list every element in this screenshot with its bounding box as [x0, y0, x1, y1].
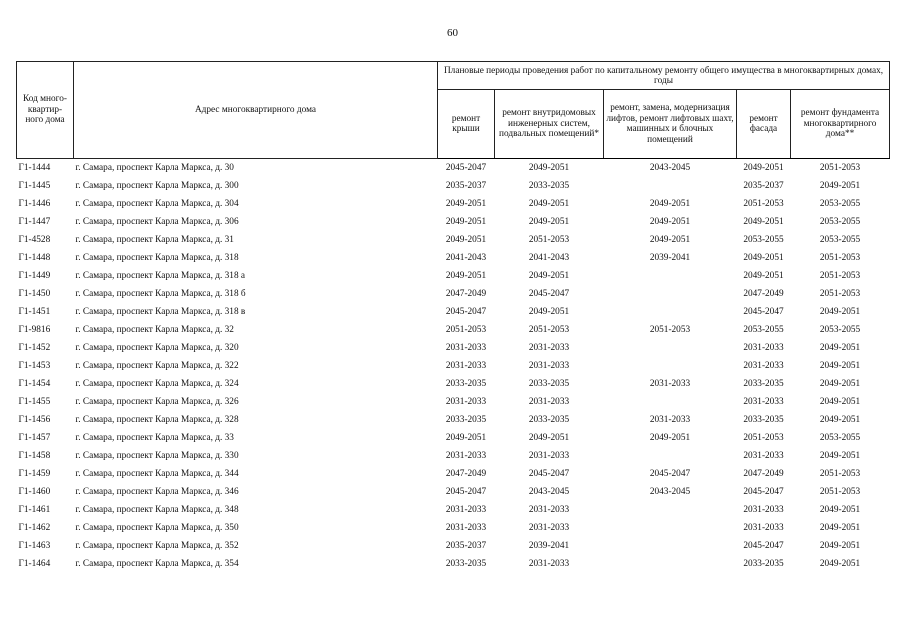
cell-lifts: [604, 267, 737, 285]
cell-code: Г1-1445: [18, 180, 51, 191]
cell-systems: 2031-2033: [528, 504, 570, 515]
cell-code: Г1-1453: [18, 360, 51, 371]
cell-facade: 2051-2053: [743, 198, 784, 209]
cell-code: Г1-1455: [18, 396, 51, 407]
cell-facade: 2045-2047: [743, 486, 784, 497]
cell-lifts: 2049-2051: [649, 198, 691, 209]
cell-facade: 2031-2033: [743, 450, 784, 461]
cell-roof: 2035-2037: [445, 180, 487, 191]
table-row: [17, 321, 890, 339]
cell-foundation: 2049-2051: [819, 306, 861, 317]
cell-code: Г1-1462: [18, 522, 51, 533]
table-row: [17, 357, 890, 375]
cell-facade: 2051-2053: [743, 432, 784, 443]
cell-lifts: [604, 357, 737, 375]
cell-foundation: 2051-2053: [819, 162, 861, 173]
cell-foundation: 2049-2051: [819, 360, 861, 371]
cell-facade: 2033-2035: [743, 378, 784, 389]
cell-code: Г1-1448: [18, 252, 51, 263]
header-address: Адрес многоквартирного дома: [74, 62, 438, 159]
cell-facade: 2031-2033: [743, 396, 784, 407]
cell-facade: 2047-2049: [743, 288, 784, 299]
cell-systems: 2051-2053: [528, 234, 570, 245]
cell-systems: 2049-2051: [528, 432, 570, 443]
cell-foundation: 2053-2055: [819, 324, 861, 335]
cell-code: Г1-1447: [18, 216, 51, 227]
cell-code: Г1-1463: [18, 540, 51, 551]
table-row: [17, 429, 890, 447]
cell-lifts: 2049-2051: [649, 432, 691, 443]
header-systems: ремонт внутридомовых инженерных систем, подвальных помещений*: [495, 90, 604, 159]
cell-code: Г1-1456: [18, 414, 51, 425]
cell-facade: 2049-2051: [743, 252, 784, 263]
cell-lifts: [604, 519, 737, 537]
cell-roof: 2049-2051: [445, 270, 487, 281]
cell-foundation: 2053-2055: [819, 234, 861, 245]
cell-foundation: 2053-2055: [819, 432, 861, 443]
cell-systems: 2039-2041: [528, 540, 570, 551]
cell-lifts: [604, 447, 737, 465]
cell-lifts: 2049-2051: [649, 234, 691, 245]
cell-foundation: 2049-2051: [819, 414, 861, 425]
cell-foundation: 2053-2055: [819, 198, 861, 209]
cell-roof: 2031-2033: [445, 342, 487, 353]
cell-lifts: 2039-2041: [649, 252, 691, 263]
table-row: [17, 249, 890, 267]
table-row: [17, 375, 890, 393]
capital-repair-table: [16, 61, 890, 573]
cell-facade: 2033-2035: [743, 558, 784, 569]
table-row: [17, 393, 890, 411]
cell-systems: 2033-2035: [528, 180, 570, 191]
cell-roof: 2031-2033: [445, 522, 487, 533]
cell-systems: 2031-2033: [528, 558, 570, 569]
cell-roof: 2031-2033: [445, 504, 487, 515]
cell-roof: 2035-2037: [445, 540, 487, 551]
cell-systems: 2051-2053: [528, 324, 570, 335]
cell-code: Г1-1454: [18, 378, 51, 389]
cell-code: Г1-1458: [18, 450, 51, 461]
cell-lifts: 2045-2047: [649, 468, 691, 479]
cell-systems: 2031-2033: [528, 360, 570, 371]
cell-address: г. Самара, проспект Карла Маркса, д. 318 б: [75, 288, 246, 299]
cell-address: г. Самара, проспект Карла Маркса, д. 32: [75, 324, 234, 335]
cell-roof: 2045-2047: [445, 486, 487, 497]
cell-foundation: 2049-2051: [819, 396, 861, 407]
cell-facade: 2045-2047: [743, 306, 784, 317]
cell-facade: 2053-2055: [743, 324, 784, 335]
cell-lifts: [604, 537, 737, 555]
cell-address: г. Самара, проспект Карла Маркса, д. 304: [75, 198, 239, 209]
cell-address: г. Самара, проспект Карла Маркса, д. 352: [75, 540, 239, 551]
cell-systems: 2049-2051: [528, 162, 570, 173]
cell-lifts: [604, 177, 737, 195]
table-body: [17, 159, 890, 574]
cell-systems: 2041-2043: [528, 252, 570, 263]
cell-address: г. Самара, проспект Карла Маркса, д. 320: [75, 342, 239, 353]
cell-lifts: [604, 555, 737, 573]
table-row: [17, 159, 890, 178]
cell-foundation: 2051-2053: [819, 486, 861, 497]
table-row: [17, 501, 890, 519]
cell-facade: 2031-2033: [743, 522, 784, 533]
cell-address: г. Самара, проспект Карла Маркса, д. 318 в: [75, 306, 246, 317]
cell-lifts: 2031-2033: [649, 378, 691, 389]
cell-systems: 2049-2051: [528, 198, 570, 209]
cell-lifts: 2049-2051: [649, 216, 691, 227]
page-number: 60: [447, 27, 458, 39]
cell-code: Г1-1459: [18, 468, 51, 479]
cell-lifts: 2043-2045: [649, 486, 691, 497]
cell-code: Г1-1460: [18, 486, 51, 497]
cell-systems: 2031-2033: [528, 342, 570, 353]
cell-address: г. Самара, проспект Карла Маркса, д. 354: [75, 558, 239, 569]
cell-address: г. Самара, проспект Карла Маркса, д. 300: [75, 180, 239, 191]
cell-facade: 2031-2033: [743, 360, 784, 371]
table-row: [17, 537, 890, 555]
cell-roof: 2049-2051: [445, 432, 487, 443]
cell-address: г. Самара, проспект Карла Маркса, д. 330: [75, 450, 239, 461]
header-foundation: ремонт фундамента многоквартирного дома**: [791, 90, 890, 159]
cell-lifts: 2031-2033: [649, 414, 691, 425]
cell-code: Г1-1451: [18, 306, 51, 317]
cell-address: г. Самара, проспект Карла Маркса, д. 31: [75, 234, 234, 245]
cell-roof: 2049-2051: [445, 198, 487, 209]
table-row: [17, 447, 890, 465]
cell-foundation: 2051-2053: [819, 270, 861, 281]
cell-address: г. Самара, проспект Карла Маркса, д. 318: [75, 252, 239, 263]
cell-code: Г1-1457: [18, 432, 51, 443]
cell-roof: 2045-2047: [445, 162, 487, 173]
cell-foundation: 2051-2053: [819, 252, 861, 263]
cell-foundation: 2051-2053: [819, 468, 861, 479]
cell-systems: 2043-2045: [528, 486, 570, 497]
cell-address: г. Самара, проспект Карла Маркса, д. 328: [75, 414, 239, 425]
cell-foundation: 2053-2055: [819, 216, 861, 227]
cell-foundation: 2049-2051: [819, 450, 861, 461]
cell-address: г. Самара, проспект Карла Маркса, д. 326: [75, 396, 239, 407]
cell-roof: 2049-2051: [445, 234, 487, 245]
cell-address: г. Самара, проспект Карла Маркса, д. 306: [75, 216, 239, 227]
cell-address: г. Самара, проспект Карла Маркса, д. 350: [75, 522, 239, 533]
cell-lifts: [604, 285, 737, 303]
cell-roof: 2031-2033: [445, 450, 487, 461]
cell-roof: 2033-2035: [445, 414, 487, 425]
cell-facade: 2031-2033: [743, 342, 784, 353]
cell-code: Г1-4528: [18, 234, 51, 245]
cell-facade: 2053-2055: [743, 234, 784, 245]
cell-systems: 2045-2047: [528, 468, 570, 479]
cell-code: Г1-1446: [18, 198, 51, 209]
cell-code: Г1-1444: [18, 162, 51, 173]
cell-address: г. Самара, проспект Карла Маркса, д. 324: [75, 378, 239, 389]
table-row: [17, 465, 890, 483]
table-row: [17, 339, 890, 357]
header-lifts: ремонт, замена, модернизация лифтов, ремонт лифтовых шахт, машинных и блочных помещений: [604, 90, 737, 159]
table-row: [17, 483, 890, 501]
table-row: [17, 267, 890, 285]
cell-roof: 2051-2053: [445, 324, 487, 335]
cell-facade: 2049-2051: [743, 216, 784, 227]
cell-code: Г1-9816: [18, 324, 51, 335]
cell-facade: 2031-2033: [743, 504, 784, 515]
table-row: [17, 285, 890, 303]
cell-address: г. Самара, проспект Карла Маркса, д. 322: [75, 360, 239, 371]
cell-facade: 2047-2049: [743, 468, 784, 479]
cell-address: г. Самара, проспект Карла Маркса, д. 348: [75, 504, 239, 515]
cell-foundation: 2049-2051: [819, 180, 861, 191]
cell-address: г. Самара, проспект Карла Маркса, д. 33: [75, 432, 234, 443]
cell-systems: 2049-2051: [528, 270, 570, 281]
cell-foundation: 2049-2051: [819, 342, 861, 353]
header-roof: ремонт крыши: [438, 90, 495, 159]
cell-systems: 2031-2033: [528, 396, 570, 407]
cell-systems: 2033-2035: [528, 414, 570, 425]
cell-foundation: 2049-2051: [819, 522, 861, 533]
header-code: Код много-квартир-ного дома: [17, 62, 74, 159]
cell-code: Г1-1449: [18, 270, 51, 281]
cell-systems: 2031-2033: [528, 450, 570, 461]
cell-facade: 2049-2051: [743, 162, 784, 173]
table-row: [17, 411, 890, 429]
cell-foundation: 2049-2051: [819, 558, 861, 569]
cell-lifts: [604, 303, 737, 321]
cell-facade: 2033-2035: [743, 414, 784, 425]
table-row: [17, 213, 890, 231]
cell-systems: 2031-2033: [528, 522, 570, 533]
cell-code: Г1-1450: [18, 288, 51, 299]
table-row: [17, 555, 890, 573]
cell-foundation: 2049-2051: [819, 540, 861, 551]
cell-facade: 2035-2037: [743, 180, 784, 191]
cell-roof: 2047-2049: [445, 288, 487, 299]
cell-code: Г1-1464: [18, 558, 51, 569]
cell-roof: 2049-2051: [445, 216, 487, 227]
cell-systems: 2049-2051: [528, 216, 570, 227]
cell-facade: 2045-2047: [743, 540, 784, 551]
header-facade: ремонт фасада: [737, 90, 791, 159]
cell-systems: 2045-2047: [528, 288, 570, 299]
cell-address: г. Самара, проспект Карла Маркса, д. 344: [75, 468, 239, 479]
cell-lifts: [604, 501, 737, 519]
cell-lifts: 2043-2045: [649, 162, 691, 173]
cell-code: Г1-1461: [18, 504, 51, 515]
cell-roof: 2041-2043: [445, 252, 487, 263]
table-row: [17, 303, 890, 321]
cell-lifts: [604, 339, 737, 357]
cell-roof: 2031-2033: [445, 396, 487, 407]
table-row: [17, 195, 890, 213]
cell-foundation: 2051-2053: [819, 288, 861, 299]
cell-lifts: [604, 393, 737, 411]
header-planned-periods: Плановые периоды проведения работ по капитальному ремонту общего имущества в многоквартирных домах, годы: [438, 62, 890, 90]
table-row: [17, 231, 890, 249]
cell-foundation: 2049-2051: [819, 378, 861, 389]
cell-roof: 2033-2035: [445, 558, 487, 569]
cell-roof: 2031-2033: [445, 360, 487, 371]
cell-code: Г1-1452: [18, 342, 51, 353]
cell-address: г. Самара, проспект Карла Маркса, д. 30: [75, 162, 234, 173]
cell-roof: 2033-2035: [445, 378, 487, 389]
cell-systems: 2033-2035: [528, 378, 570, 389]
cell-roof: 2047-2049: [445, 468, 487, 479]
cell-facade: 2049-2051: [743, 270, 784, 281]
cell-lifts: 2051-2053: [649, 324, 691, 335]
cell-roof: 2045-2047: [445, 306, 487, 317]
cell-systems: 2049-2051: [528, 306, 570, 317]
cell-address: г. Самара, проспект Карла Маркса, д. 318 а: [75, 270, 246, 281]
table-row: [17, 519, 890, 537]
table-row: [17, 177, 890, 195]
cell-foundation: 2049-2051: [819, 504, 861, 515]
cell-address: г. Самара, проспект Карла Маркса, д. 346: [75, 486, 239, 497]
